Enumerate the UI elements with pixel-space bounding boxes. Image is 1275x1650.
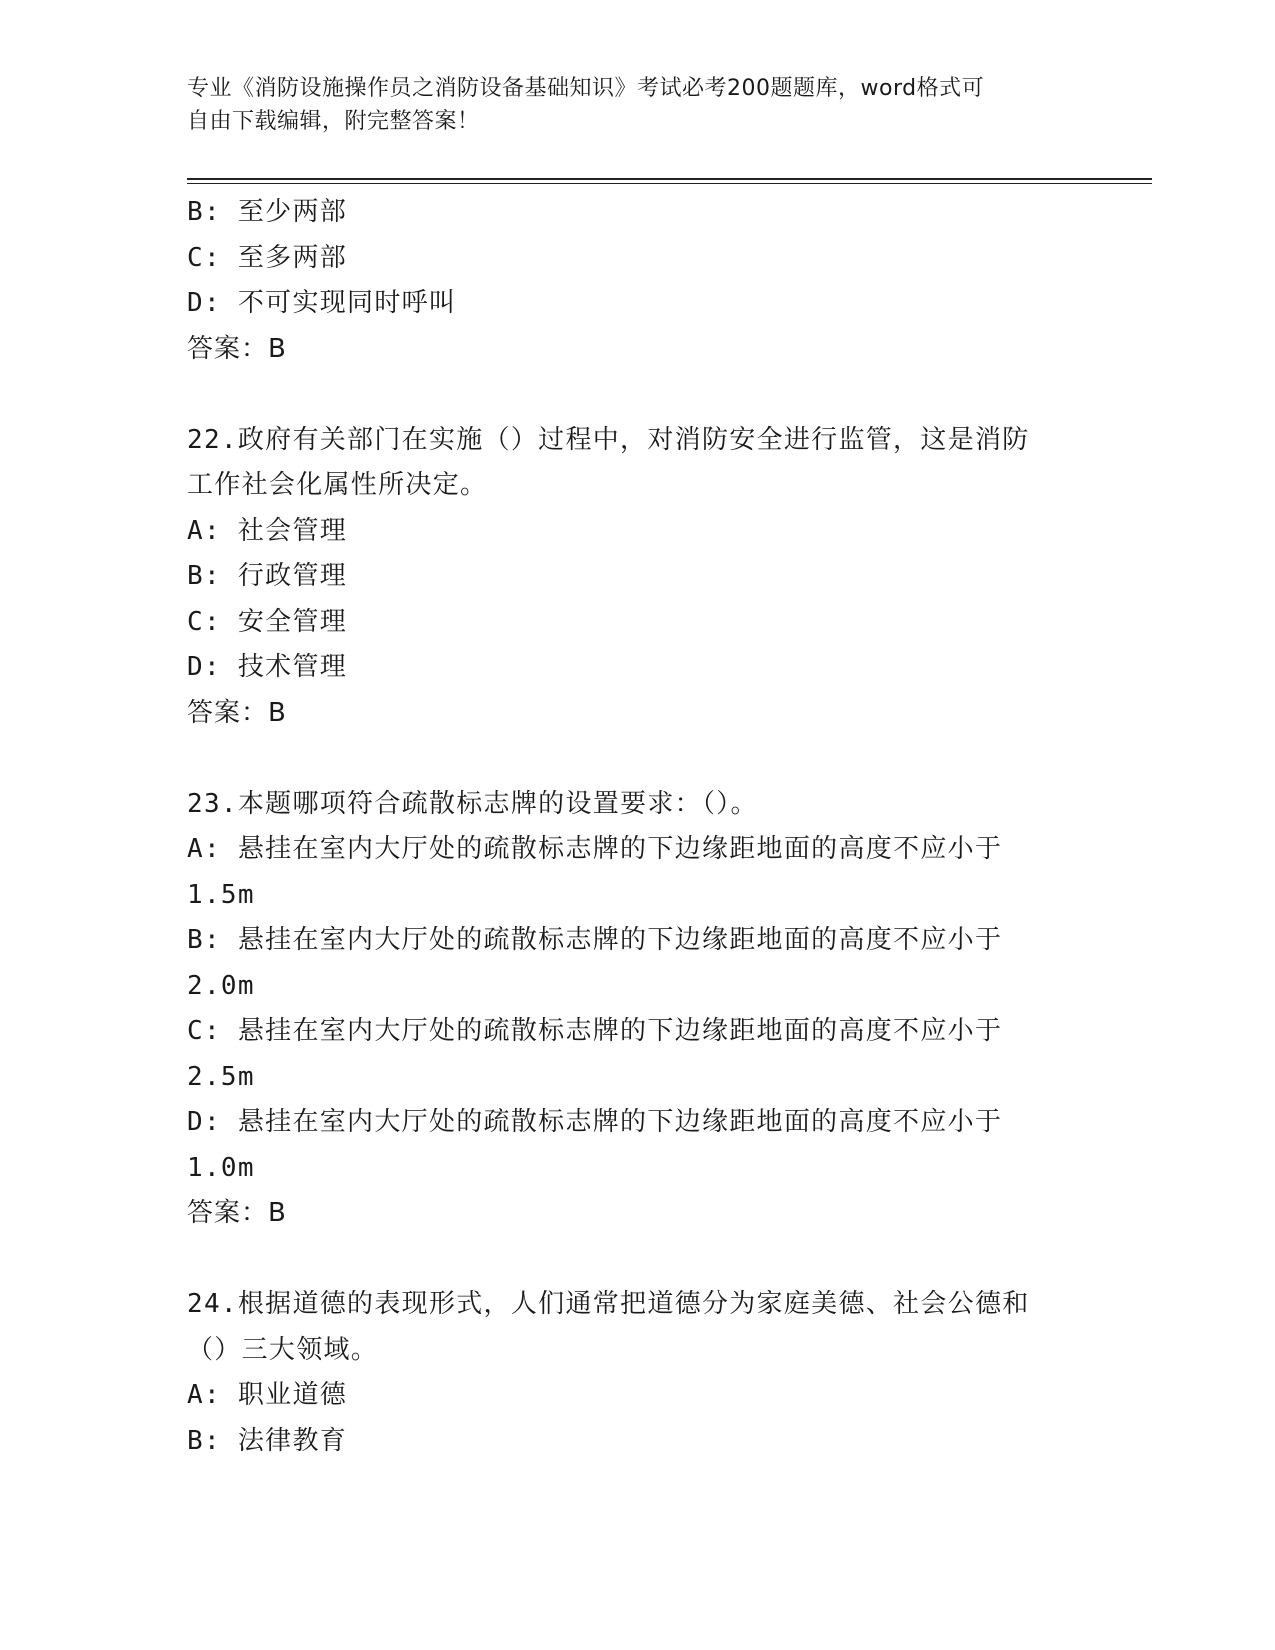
spacer <box>187 1237 1087 1283</box>
answer-line: 答案：B <box>187 333 287 364</box>
spacer <box>187 736 1087 782</box>
option-c: C: 悬挂在室内大厅处的疏散标志牌的下边缘距地面的高度不应小于 <box>187 1016 1003 1046</box>
header-title-line-2: 自由下载编辑，附完整答案！ <box>187 109 480 134</box>
option-b-continued: 2.0m <box>187 970 255 1001</box>
option-b: B: 悬挂在室内大厅处的疏散标志牌的下边缘距地面的高度不应小于 <box>187 925 1003 955</box>
option-c: C: 至多两部 <box>187 242 348 273</box>
header-title-line-1: 专业《消防设施操作员之消防设备基础知识》考试必考200题题库，word格式可 <box>187 76 985 101</box>
option-a: A: 职业道德 <box>187 1380 348 1410</box>
question-21-tail <box>187 190 1087 372</box>
option-b: B: 法律教育 <box>187 1425 348 1456</box>
question-stem-continued: 工作社会化属性所决定。 <box>187 470 488 500</box>
option-d: D: 悬挂在室内大厅处的疏散标志牌的下边缘距地面的高度不应小于 <box>187 1107 1003 1137</box>
option-d-continued: 1.0m <box>187 1152 255 1183</box>
question-list <box>187 190 1087 1464</box>
option-d: D: 不可实现同时呼叫 <box>187 288 457 318</box>
question-24 <box>187 1282 1087 1464</box>
question-stem: 23.本题哪项符合疏散标志牌的设置要求：（）。 <box>187 788 758 819</box>
option-c-continued: 2.5m <box>187 1061 255 1092</box>
question-stem: 24.根据道德的表现形式，人们通常把道德分为家庭美德、社会公德和 <box>187 1289 1030 1319</box>
header-rule-thin <box>187 183 1152 184</box>
question-stem-continued: （）三大领域。 <box>187 1334 379 1365</box>
spacer <box>187 372 1087 418</box>
question-23 <box>187 782 1087 1237</box>
option-a-continued: 1.5m <box>187 879 255 910</box>
answer-line: 答案：B <box>187 697 287 728</box>
document-header <box>187 72 1067 138</box>
option-b: B: 至少两部 <box>187 197 348 227</box>
question-stem: 22.政府有关部门在实施（）过程中，对消防安全进行监管，这是消防 <box>187 424 1030 455</box>
option-d: D: 技术管理 <box>187 652 348 682</box>
option-b: B: 行政管理 <box>187 561 348 591</box>
option-c: C: 安全管理 <box>187 606 348 637</box>
option-a: A: 悬挂在室内大厅处的疏散标志牌的下边缘距地面的高度不应小于 <box>187 834 1003 864</box>
answer-line: 答案：B <box>187 1198 287 1228</box>
header-rule-thick <box>187 178 1152 180</box>
question-22 <box>187 418 1087 737</box>
option-a: A: 社会管理 <box>187 515 348 546</box>
